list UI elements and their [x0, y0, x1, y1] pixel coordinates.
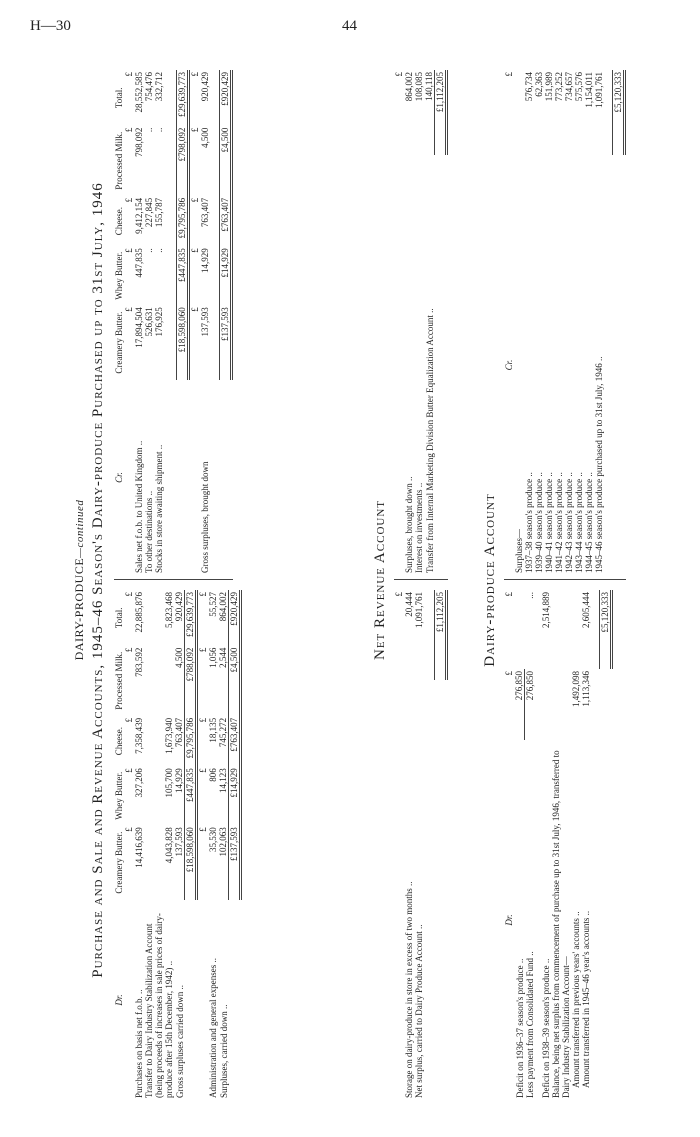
- cell: 447,835: [134, 248, 144, 278]
- cell: ..: [144, 248, 154, 253]
- row-label: Surpluses, brought down ..: [404, 476, 414, 573]
- cell: 151,989: [544, 72, 554, 102]
- table-row: [581, 590, 591, 1100]
- cell: 1,113,346: [581, 671, 591, 707]
- row-label: Amount transferred in previous years' accounts ..: [571, 911, 581, 1088]
- dairy-account-dr: [504, 590, 613, 1100]
- col-head: Cheese.: [114, 726, 124, 756]
- totals-row: [220, 70, 232, 575]
- total-cell: £1,112,205: [435, 70, 447, 155]
- cell: [514, 590, 525, 669]
- table-row: [571, 590, 581, 1100]
- cell: 20,444: [404, 592, 414, 617]
- table-row: [525, 590, 536, 1100]
- total-cell: £788,092: [185, 646, 197, 716]
- cell: 864,002: [218, 592, 228, 622]
- cell: 22,885,876: [134, 592, 144, 633]
- row-label: Less payment from Consolidated Fund ..: [525, 951, 535, 1098]
- cell: 102,063: [218, 827, 228, 857]
- table-row: [404, 590, 414, 1100]
- total-cell: £14,929: [220, 246, 232, 305]
- total-cell: £5,120,333: [599, 590, 611, 669]
- cell: [571, 590, 581, 669]
- total-cell: £29,639,773: [176, 70, 188, 126]
- cell: [551, 669, 571, 740]
- cell: 9,412,154: [134, 197, 144, 234]
- cell: [541, 669, 551, 740]
- currency: £: [124, 768, 134, 773]
- row-label: 1940–41 season's produce ..: [544, 472, 554, 573]
- row-label: Transfer to Dairy Industry Stabilization Account (being proceeds of increases in sale prices of dairy-produce after 15th December, 1942) ..: [144, 913, 174, 1098]
- table-row: [404, 70, 414, 575]
- cell: 14,929: [174, 768, 184, 794]
- row-label: Deficit on 1936–37 season's produce ..: [514, 958, 525, 1098]
- cell: 575,576: [574, 72, 584, 102]
- currency: £: [124, 827, 134, 832]
- table-row: [544, 70, 554, 575]
- row-label: Gross surpluses, brought down: [199, 461, 210, 573]
- currency: £: [124, 592, 134, 597]
- cr-label: Cr.: [504, 359, 514, 371]
- cr-label: Cr.: [114, 472, 124, 483]
- currency: £: [189, 248, 200, 253]
- currency: £: [198, 768, 208, 773]
- cell: 332,712: [154, 72, 164, 102]
- table-row: [414, 70, 424, 575]
- dairy-account-heading: Dairy-produce Account: [482, 493, 498, 667]
- surpluses-heading: Surpluses—: [514, 528, 524, 573]
- total-cell: £14,929: [229, 766, 241, 825]
- currency: £: [124, 307, 134, 312]
- net-revenue-heading: Net Revenue Account: [372, 500, 388, 660]
- cell: 864,002: [404, 72, 414, 102]
- col-head: Whey Butter.: [114, 251, 124, 300]
- net-revenue-dr: [394, 590, 448, 1100]
- table-row: [551, 590, 571, 1100]
- currency: £: [124, 647, 134, 653]
- cell: ..: [154, 127, 164, 133]
- cell: 763,407: [174, 717, 184, 748]
- cell: 798,092: [134, 127, 144, 157]
- cell: 1,154,011: [584, 72, 594, 108]
- table-row: [414, 590, 424, 1100]
- table-row: [134, 590, 144, 1100]
- cell: 526,631: [144, 307, 154, 337]
- cell: 14,929: [199, 248, 210, 274]
- cell: 35,530: [208, 827, 218, 852]
- table-row: [594, 70, 604, 575]
- currency: £: [124, 197, 134, 203]
- row-label: 1944–45 season's produce ..: [584, 472, 594, 573]
- cell: 920,429: [174, 592, 184, 622]
- row-label: 1939–40 season's produce ..: [534, 472, 544, 573]
- table-row: [424, 70, 435, 575]
- row-label: Interest on investments ..: [414, 482, 424, 573]
- cell: 14,416,639: [134, 827, 144, 868]
- cell: 14,123: [218, 768, 228, 794]
- row-label: 1941–42 season's produce ..: [554, 472, 564, 573]
- cell: 754,476: [144, 72, 154, 102]
- col-head: Creamery Butter.: [114, 831, 124, 894]
- col-head: Processed Milk.: [114, 651, 124, 710]
- cell: 773,252: [554, 72, 564, 102]
- table-row: [208, 590, 218, 1100]
- total-cell: £29,639,773: [185, 590, 197, 646]
- table-row: [200, 70, 210, 575]
- cell: 108,085: [414, 72, 424, 102]
- cell: 734,657: [564, 72, 574, 102]
- cell: 806: [208, 768, 218, 782]
- cell: 227,845: [144, 197, 154, 228]
- currency: £: [189, 197, 200, 203]
- col-head: Total.: [114, 87, 124, 109]
- cell: 4,500: [199, 127, 210, 148]
- table-row: [554, 70, 564, 575]
- total-cell: £920,429: [229, 590, 241, 646]
- total-cell: £18,598,060: [176, 305, 188, 380]
- currency: £: [124, 127, 134, 133]
- total-cell: £9,795,786: [185, 716, 197, 766]
- total-cell: £18,598,060: [185, 825, 197, 900]
- cell: ..: [144, 127, 154, 133]
- currency: £: [124, 248, 134, 253]
- totals-row: [612, 70, 624, 575]
- table-row: [134, 70, 144, 575]
- row-label: Deficit on 1938–39 season's produce ..: [541, 958, 551, 1098]
- total-cell: £137,593: [220, 305, 232, 380]
- currency: £: [198, 717, 208, 723]
- total-cell: £4,500: [229, 646, 241, 716]
- doc-code: H—30: [30, 18, 71, 34]
- currency: £: [394, 72, 404, 77]
- total-cell: £763,407: [220, 196, 232, 246]
- cell: 176,925: [154, 307, 164, 337]
- table-row: [144, 70, 154, 575]
- currency: £: [124, 717, 134, 723]
- cell: 4,043,828: [164, 827, 174, 864]
- cell: 783,592: [134, 647, 144, 677]
- currency: £: [189, 127, 200, 133]
- row-label: To other destinations ..: [144, 490, 154, 573]
- cell: 745,272: [218, 717, 228, 748]
- total-cell: £920,429: [220, 70, 232, 126]
- table-row: [534, 70, 544, 575]
- cell: 28,552,585: [134, 72, 144, 113]
- rotated-document: [72, 60, 700, 1100]
- col-head: Processed Milk.: [114, 131, 124, 190]
- total-cell: £9,795,786: [176, 196, 188, 246]
- totals-row: [434, 590, 446, 1100]
- cell: 7,358,439: [134, 717, 144, 754]
- dairy-account-cr: [504, 69, 626, 580]
- cell: [144, 646, 174, 716]
- row-label: Amount transferred in 1945–46 year's accounts ..: [581, 910, 591, 1088]
- row-label: Administration and general expenses ..: [208, 958, 218, 1098]
- total-cell: £798,092: [176, 126, 188, 196]
- currency: £: [394, 592, 404, 597]
- row-label: 1943–44 season's produce ..: [574, 472, 584, 573]
- cell: 105,700: [164, 768, 174, 798]
- table-row: [154, 70, 164, 575]
- table-row: [524, 70, 534, 575]
- cell: 17,894,504: [134, 307, 144, 348]
- cell: 920,429: [199, 72, 210, 102]
- cell: 2,605,444: [581, 592, 591, 628]
- cell: 137,593: [174, 827, 184, 857]
- currency: £: [189, 307, 200, 312]
- total-cell: £447,835: [185, 766, 197, 825]
- net-revenue-cr: [394, 69, 448, 580]
- cell: ..: [154, 248, 164, 253]
- currency: £: [189, 72, 200, 77]
- totals-row: [229, 590, 241, 1100]
- total-cell: £137,593: [229, 825, 241, 900]
- table-row: [174, 590, 185, 1100]
- currency: £: [198, 592, 208, 597]
- cell: [551, 590, 571, 669]
- col-head: Creamery Butter.: [114, 311, 124, 374]
- col-head: Cheese.: [114, 206, 124, 236]
- cell: 276,850: [525, 669, 536, 740]
- table-row: [574, 70, 584, 575]
- total-cell: £4,500: [220, 126, 232, 196]
- cell: 140,118: [424, 72, 434, 101]
- purchase-dr-panel: [114, 590, 242, 1100]
- row-label: Purchases on basis net f.o.b. ..: [134, 989, 144, 1098]
- row-label: 1945–46 season's produce purchased up to 31st July, 1946 ..: [594, 356, 604, 573]
- totals-row: [435, 70, 447, 575]
- totals-row: [599, 590, 611, 1100]
- cell: 18,135: [208, 717, 218, 743]
- row-label: 1937–38 season's produce ..: [524, 472, 534, 573]
- row-label: Balance, being net surplus from commencement of purchase up to 31st July, 1946, transferred to Dairy Industry Stabilization Account—: [551, 750, 571, 1098]
- cell: 5,823,468: [164, 592, 174, 628]
- table-row: [514, 590, 525, 1100]
- row-label: Gross surpluses carried down ..: [174, 985, 185, 1098]
- cell: 1,673,940: [164, 717, 174, 754]
- row-label: Net surplus, carried to Dairy Produce Account ..: [414, 924, 424, 1098]
- row-label: Transfer from Internal Marketing Division Butter Equalization Account ..: [424, 308, 435, 573]
- currency: £: [504, 592, 514, 597]
- cell: 576,734: [524, 72, 534, 102]
- cell: 137,593: [199, 307, 210, 337]
- cell: 1,492,098: [571, 671, 581, 707]
- dr-label: Dr.: [504, 914, 514, 926]
- section-heading: DAIRY-PRODUCE—continued: [72, 499, 86, 661]
- cell: 4,500: [174, 647, 184, 668]
- currency: £: [198, 827, 208, 832]
- cell: 2,514,889: [541, 592, 551, 628]
- table-row: [541, 590, 551, 1100]
- row-label: Stocks in store awaiting shipment ..: [154, 444, 164, 573]
- cell: 1,091,761: [594, 72, 604, 108]
- cell: 1,056: [208, 647, 218, 668]
- dr-label: Dr.: [114, 994, 124, 1006]
- cell: 763,407: [199, 197, 210, 228]
- table-row: [584, 70, 594, 575]
- purchase-cr-panel: [114, 69, 233, 580]
- cell: 55,527: [208, 592, 218, 617]
- total-cell: £447,835: [176, 246, 188, 305]
- currency: £: [124, 72, 134, 77]
- currency: £: [198, 647, 208, 653]
- row-label: 1942–43 season's produce ..: [564, 472, 574, 573]
- total-cell: £763,407: [229, 716, 241, 766]
- total-cell: £5,120,333: [612, 70, 624, 155]
- table-row: [564, 70, 574, 575]
- cell: 1,091,761: [414, 592, 424, 628]
- cell: 2,544: [218, 647, 228, 668]
- currency: £: [504, 671, 514, 676]
- row-label: Surpluses, carried down ..: [218, 1004, 229, 1098]
- col-head: Whey Butter.: [114, 771, 124, 820]
- row-label: Storage on dairy-produce in store in excess of two months ..: [404, 881, 414, 1098]
- currency: £: [504, 72, 514, 77]
- totals-row: [176, 70, 188, 575]
- cell: 155,787: [154, 197, 164, 228]
- cell: ...: [525, 592, 535, 599]
- main-heading: Purchase and Sale and Revenue Accounts, 1945–46 Season's Dairy-produce Purchased up to 31st July, 1946: [90, 182, 106, 978]
- totals-row: [185, 590, 197, 1100]
- total-cell: £1,112,205: [434, 590, 446, 680]
- page-number: 44: [342, 18, 357, 34]
- table-row: [218, 590, 229, 1100]
- col-head: Total.: [114, 607, 124, 629]
- cell: 62,363: [534, 72, 544, 97]
- cell: 327,206: [134, 768, 144, 798]
- cell: 276,850: [514, 671, 524, 701]
- row-label: Sales net f.o.b. to United Kingdom ..: [134, 440, 144, 573]
- table-row: [144, 590, 174, 1100]
